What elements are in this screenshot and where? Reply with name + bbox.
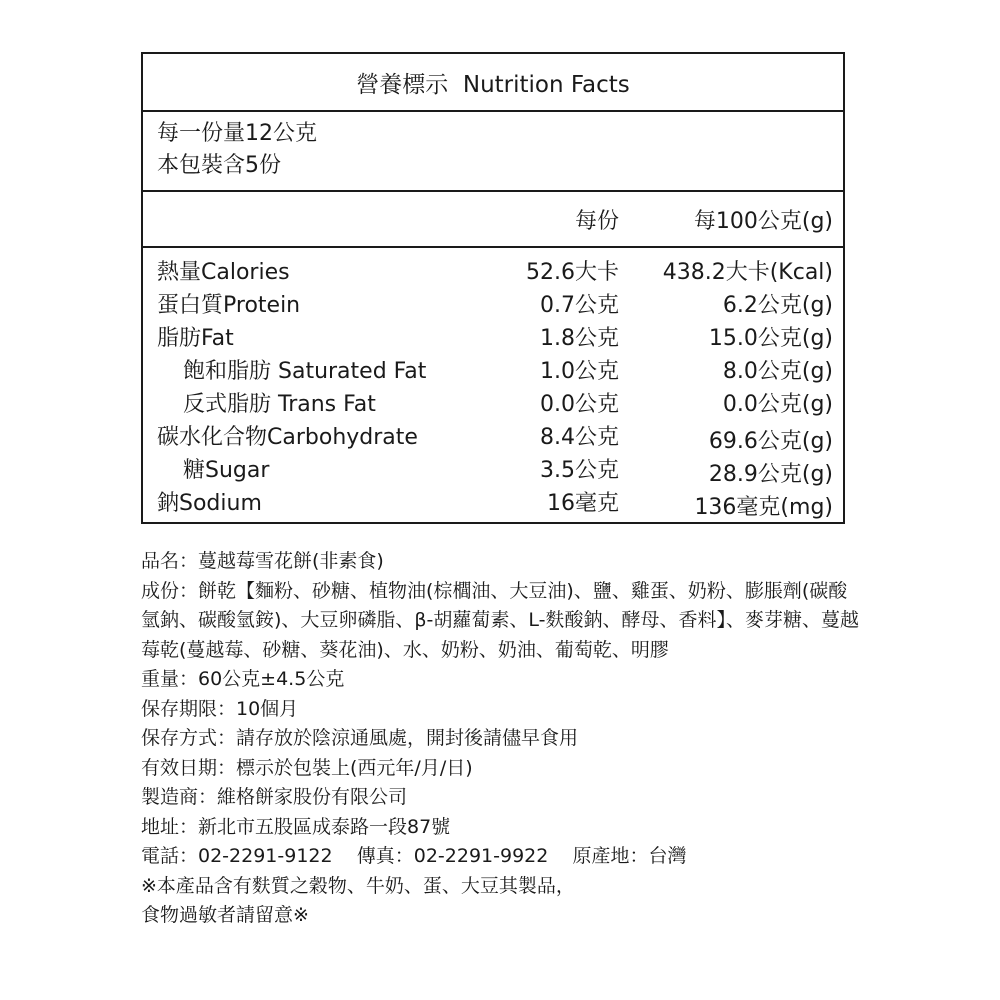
nutrient-row-trans-fat [143,388,843,421]
col-per-serving: 每份 [574,209,619,234]
nutrient-per-100g: 6.2公克(g) [722,293,833,318]
nutrient-name: 飽和脂肪 Saturated Fat [183,359,427,384]
nutrient-per-100g: 8.0公克(g) [722,359,833,384]
nutrient-per-100g: 15.0公克(g) [708,326,833,351]
nutrient-row-carbohydrate [143,421,843,454]
nutrient-name: 鈉Sodium [157,491,262,516]
product-info [141,547,861,931]
serving-size: 每一份量12公克 [157,121,317,146]
nutrient-rows [143,248,843,520]
nutrient-per-serving: 0.7公克 [540,293,619,318]
allergen-warning-1: ※本產品含有麩質之穀物、牛奶、蛋、大豆其製品， [141,874,575,897]
nutrient-name: 碳水化合物Carbohydrate [157,425,418,450]
nutrient-name: 熱量Calories [157,260,290,285]
expiry-date: 有效日期：標示於包裝上(西元年/月/日) [141,756,473,779]
nutrient-per-serving: 3.5公克 [540,458,619,483]
nutrient-per-100g: 136毫克(mg) [694,495,833,520]
col-per-100g: 每100公克(g) [693,209,833,234]
column-header-row [143,192,843,248]
nutrient-row-saturated-fat [143,355,843,388]
nutrient-per-serving: 1.0公克 [540,359,619,384]
nutrient-name: 蛋白質Protein [157,293,301,318]
nutrient-row-sugar [143,454,843,487]
nutrient-per-100g: 69.6公克(g) [708,429,833,454]
address: 地址：新北市五股區成泰路一段87號 [141,815,451,838]
nutrition-title-row [143,54,843,112]
servings-per-pack: 本包裝含5份 [157,153,281,178]
nutrient-row-calories [143,256,843,289]
nutrition-title: 營養標示 Nutrition Facts [356,71,630,98]
allergen-warning-2: 食物過敏者請留意※ [141,904,309,926]
storage-method: 保存方式：請存放於陰涼通風處，開封後請儘早食用 [141,727,579,749]
nutrient-name: 反式脂肪 Trans Fat [183,392,376,417]
nutrient-per-serving: 1.8公克 [540,326,619,351]
shelf-life: 保存期限：10個月 [141,697,299,720]
nutrient-name: 糖Sugar [183,458,270,483]
nutrient-row-sodium [143,487,843,520]
serving-info [143,112,843,192]
ingredients: 成份：餅乾【麵粉、砂糖、植物油(棕櫚油、大豆油)、鹽、雞蛋、奶粉、膨脹劑(碳酸氫鈉、碳酸氫銨)、大豆卵磷脂、β-胡蘿蔔素、L-麩酸鈉、酵母、香料】、麥芽糖、蔓越莓乾(蔓越莓、砂糖、葵花油)、水、奶粉、奶油、葡萄乾、明膠 [141,579,860,661]
nutrient-row-protein [143,289,843,322]
contact-line: 電話：02-2291-9122 傳真：02-2291-9922 原產地：台灣 [141,845,687,867]
nutrient-per-100g: 0.0公克(g) [722,392,833,417]
net-weight: 重量：60公克±4.5公克 [141,668,345,690]
manufacturer: 製造商：維格餅家股份有限公司 [141,786,408,808]
nutrient-per-serving: 0.0公克 [540,392,619,417]
nutrient-per-100g: 438.2大卡(Kcal) [662,260,833,285]
nutrient-per-serving: 52.6大卡 [526,260,619,285]
nutrient-name: 脂肪Fat [157,326,234,351]
product-name: 品名：蔓越莓雪花餅(非素食) [141,550,384,572]
nutrient-row-fat [143,322,843,355]
nutrition-facts-panel [141,52,845,524]
nutrient-per-serving: 8.4公克 [540,425,619,450]
nutrient-per-100g: 28.9公克(g) [708,462,833,487]
nutrient-per-serving: 16毫克 [547,491,619,516]
